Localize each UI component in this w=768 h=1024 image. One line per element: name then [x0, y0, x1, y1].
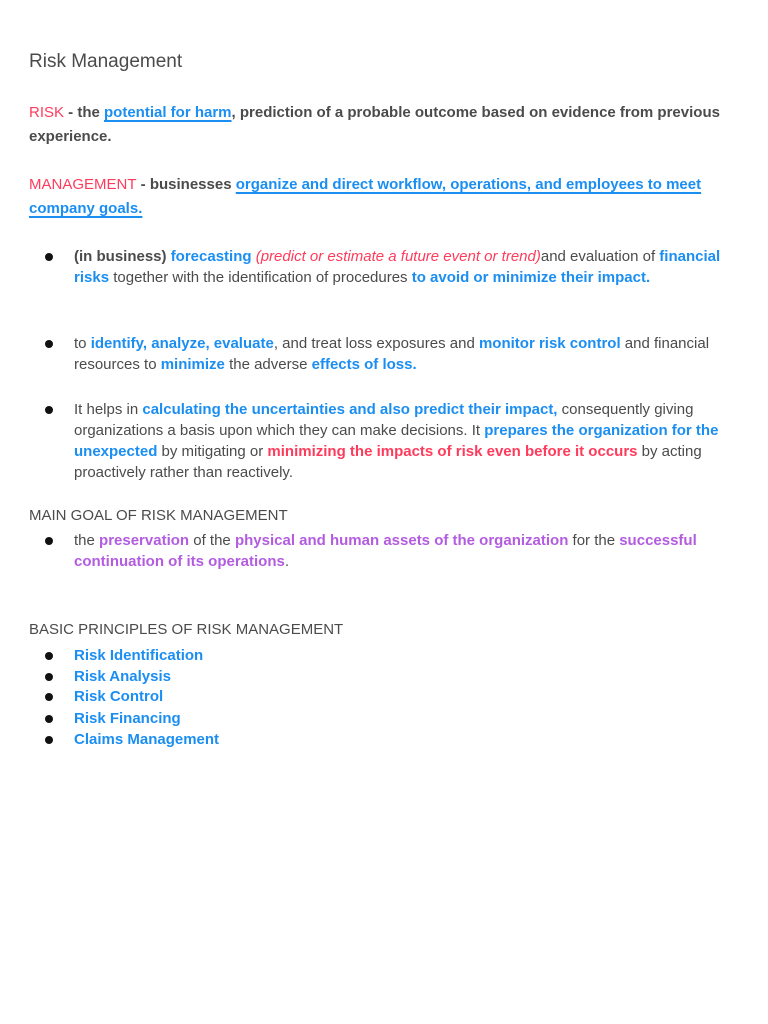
- principle-label: Risk Identification: [74, 647, 204, 664]
- goal-t1: the: [74, 532, 100, 549]
- bullet-dot: [45, 693, 53, 701]
- bullet1-t2: together with the identification of procedures: [109, 269, 412, 286]
- bullet1-paren: (predict or estimate a future event or trend): [255, 248, 541, 265]
- bullet-dot: [45, 715, 53, 723]
- bullet3-calc: calculating the uncertainties and also predict their impact,: [142, 401, 558, 418]
- bullet3-t4: by acting proactively rather than reactively.: [74, 443, 702, 481]
- bullet1-avoid: to avoid or minimize their impact.: [411, 269, 651, 286]
- principle-label: Risk Control: [74, 688, 164, 705]
- bullet-text: [74, 530, 741, 572]
- bullet-dot: [45, 253, 53, 261]
- management-term: MANAGEMENT: [29, 176, 137, 193]
- bullet-text: [74, 246, 741, 288]
- bullet1-lead: (in business): [74, 248, 171, 265]
- bullet3-prepares: prepares the organization for the unexpected: [74, 422, 719, 460]
- risk-link[interactable]: potential for harm: [104, 104, 232, 121]
- goal-preservation: preservation: [99, 532, 190, 549]
- bullet2-t4: the adverse: [224, 356, 312, 373]
- bullet3-t1: It helps in: [74, 401, 143, 418]
- management-dash: - businesses: [136, 176, 236, 193]
- bullet3-t3: by mitigating or: [157, 443, 268, 460]
- risk-definition: [29, 101, 741, 149]
- bullet3-t2: consequently giving organizations a basis upon which they can make decisions. It: [74, 401, 694, 439]
- bullet-dot: [45, 673, 53, 681]
- risk-dash: - the: [64, 104, 105, 121]
- bullet2-effects: effects of loss.: [311, 356, 417, 373]
- bullet-dot: [45, 406, 53, 414]
- principle-label: Claims Management: [74, 731, 220, 748]
- page-title: Risk Management: [29, 51, 183, 72]
- management-link[interactable]: organize and direct workflow, operations, and employees to meet company goals.: [29, 176, 702, 217]
- main-goal-heading: MAIN GOAL OF RISK MANAGEMENT: [29, 507, 288, 524]
- principle-label: Risk Financing: [74, 710, 181, 727]
- principles-heading: BASIC PRINCIPLES OF RISK MANAGEMENT: [29, 621, 344, 638]
- bullet1-financial: financial risks: [74, 248, 721, 286]
- goal-t3: for the: [568, 532, 620, 549]
- risk-rest: , prediction of a probable outcome based on evidence from previous experience.: [29, 104, 720, 145]
- principle-label: Risk Analysis: [74, 668, 171, 685]
- risk-term: RISK: [29, 104, 65, 121]
- bullet2-minimize: minimize: [160, 356, 225, 373]
- goal-t2: of the: [189, 532, 235, 549]
- bullet-dot: [45, 340, 53, 348]
- bullet2-t1: to: [74, 335, 91, 352]
- bullet2-monitor: monitor risk control: [478, 335, 621, 352]
- management-definition: [29, 173, 741, 221]
- bullet2-t2: , and treat loss exposures and: [273, 335, 479, 352]
- bullet-text: [74, 333, 741, 375]
- bullet2-t3: and financial resources to: [74, 335, 710, 373]
- bullet-dot: [45, 652, 53, 660]
- bullet2-identify: identify, analyze, evaluate: [90, 335, 274, 352]
- bullet-dot: [45, 537, 53, 545]
- bullet1-t1: and evaluation of: [540, 248, 660, 265]
- bullet-text: [74, 399, 741, 483]
- bullet3-minimizing: minimizing the impacts of risk even before it occurs: [267, 443, 638, 460]
- goal-successful: successful continuation of its operations: [74, 532, 697, 570]
- bullet-dot: [45, 736, 53, 744]
- goal-t4: .: [284, 553, 289, 570]
- goal-assets: physical and human assets of the organization: [234, 532, 569, 549]
- bullet1-forecasting: forecasting: [170, 248, 252, 265]
